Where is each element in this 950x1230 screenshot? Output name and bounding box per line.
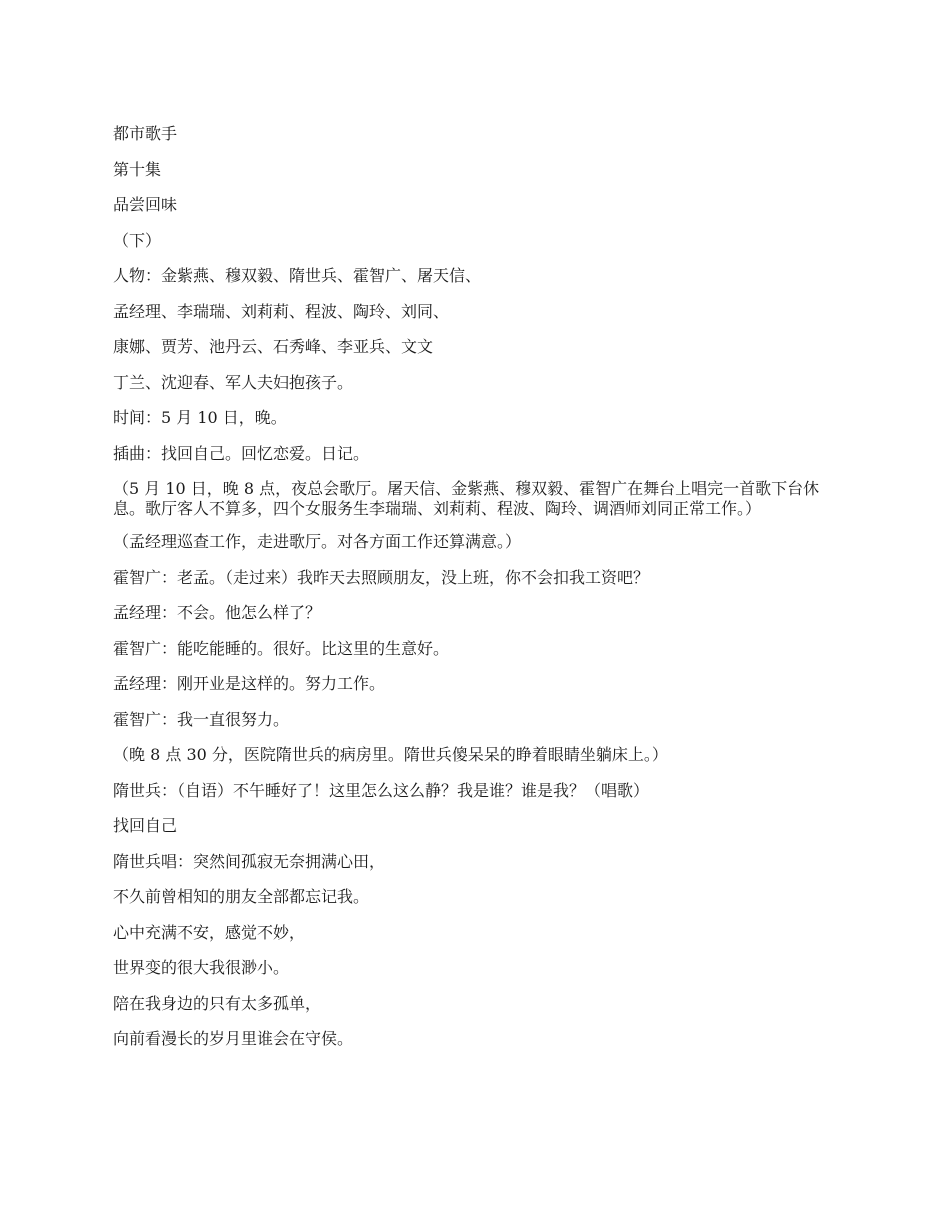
- dialogue-line: 隋世兵：（自语）不午睡好了！这里怎么这么静？我是谁？谁是我？（唱歌）: [113, 780, 650, 800]
- lyric-line: 不久前曾相知的朋友全部都忘记我。: [113, 887, 370, 906]
- dialogue-line: 孟经理：不会。他怎么样了？: [113, 603, 322, 622]
- lyric-line: 隋世兵唱：突然间孤寂无奈拥满心田，: [113, 851, 386, 871]
- cast-line: 人物：金紫燕、穆双毅、隋世兵、霍智广、屠天信、: [113, 266, 482, 285]
- dialogue-line: 霍智广：老孟。（走过来）我昨天去照顾朋友，没上班，你不会扣我工资吧？: [113, 567, 650, 587]
- dialogue-line: 孟经理：刚开业是这样的。努力工作。: [113, 674, 386, 693]
- song-title: 找回自己: [113, 816, 178, 835]
- episode-number: 第十集: [113, 159, 162, 179]
- episode-part: （下）: [113, 230, 162, 250]
- episode-title: 品尝回味: [113, 195, 178, 214]
- stage-direction: （孟经理巡查工作，走进歌厅。对各方面工作还算满意。）: [113, 532, 522, 551]
- cast-line: 康娜、贾芳、池丹云、石秀峰、李亚兵、文文: [113, 337, 434, 356]
- lyric-line: 陪在我身边的只有太多孤单，: [113, 993, 322, 1013]
- dialogue-line: 霍智广：我一直很努力。: [113, 709, 290, 729]
- cast-line: 丁兰、沈迎春、军人夫妇抱孩子。: [113, 372, 354, 392]
- time-line: 时间：5 月 10 日，晚。: [113, 408, 287, 427]
- lyric-line: 向前看漫长的岁月里谁会在守侯。: [113, 1029, 354, 1048]
- stage-direction: （晚 8 点 30 分，医院隋世兵的病房里。隋世兵傻呆呆的睁着眼睛坐躺床上。）: [113, 745, 668, 764]
- cast-line: 孟经理、李瑞瑞、刘莉莉、程波、陶玲、刘同、: [113, 301, 450, 321]
- lyric-line: 心中充满不安，感觉不妙，: [113, 922, 306, 942]
- document-title: 都市歌手: [113, 124, 178, 143]
- document-page: [113, 124, 843, 1065]
- stage-direction: （5 月 10 日，晚 8 点，夜总会歌厅。屠天信、金紫燕、穆双毅、霍智广在舞台上唱完一首歌下台休息。歌厅客人不算多，四个女服务生李瑞瑞、刘莉莉、程波、陶玲、调酒师刘同正常工作。）: [113, 479, 820, 518]
- lyric-line: 世界变的很大我很渺小。: [113, 958, 290, 977]
- dialogue-line: 霍智广：能吃能睡的。很好。比这里的生意好。: [113, 638, 450, 658]
- songs-line: 插曲：找回自己。回忆恋爱。日记。: [113, 443, 370, 463]
